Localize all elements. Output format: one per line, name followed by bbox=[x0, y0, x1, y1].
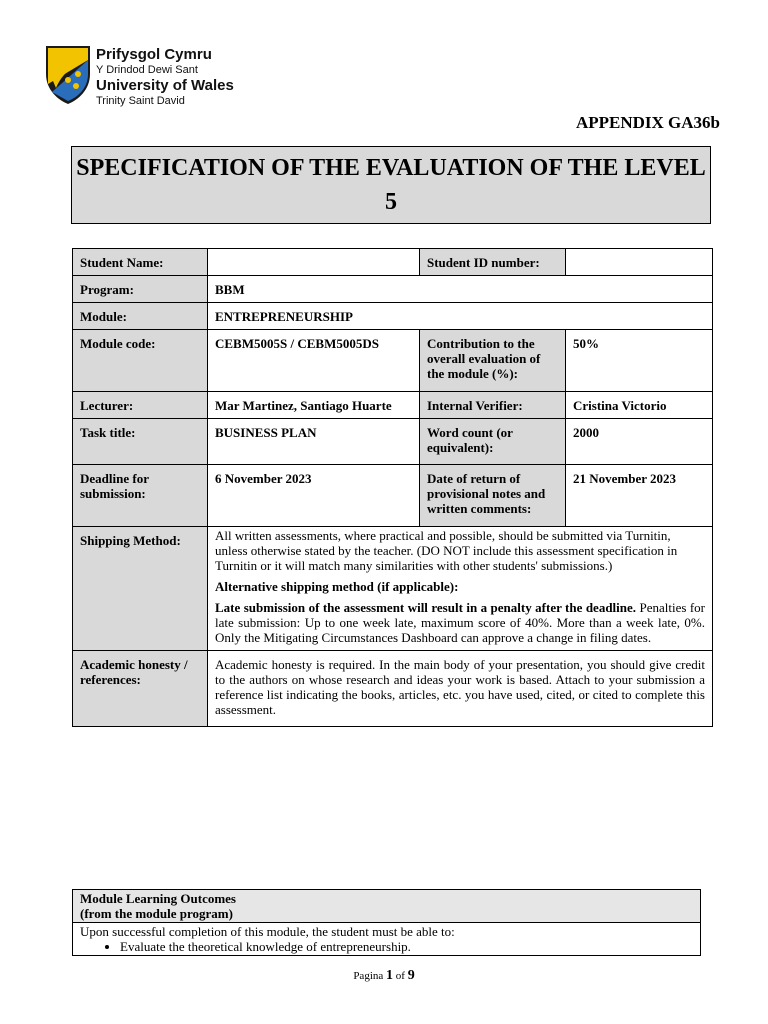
return-date-value: 21 November 2023 bbox=[566, 465, 713, 527]
shipping-method-cell bbox=[208, 527, 713, 651]
page-title: SPECIFICATION OF THE EVALUATION OF THE LEVEL 5 bbox=[76, 155, 706, 215]
shield-icon bbox=[44, 44, 92, 106]
module-code-label: Module code: bbox=[73, 330, 208, 392]
deadline-value: 6 November 2023 bbox=[208, 465, 420, 527]
logo-line-4: Trinity Saint David bbox=[96, 95, 185, 107]
logo-line-1: Prifysgol Cymru bbox=[96, 46, 212, 63]
student-name-field[interactable] bbox=[208, 249, 420, 276]
list-item: • Evaluate the theoretical knowledge of entrepreneurship. bbox=[120, 939, 693, 954]
shipping-text: All written assessments, where practical and possible, should be submitted via Turnitin, unless otherwise stated by the teacher. (DO NOT include this assessment specification in Turnitin or it will match many similarities with other students' submissions.) bbox=[215, 528, 678, 573]
learning-outcomes-list bbox=[80, 939, 693, 954]
verifier-value: Cristina Victorio bbox=[566, 392, 713, 419]
specification-table bbox=[72, 248, 713, 727]
logo-line-2: Y Drindod Dewi Sant bbox=[96, 64, 198, 76]
title-box bbox=[71, 146, 711, 224]
contribution-value: 50% bbox=[566, 330, 713, 392]
task-title-value: BUSINESS PLAN bbox=[208, 419, 420, 465]
module-label: Module: bbox=[73, 303, 208, 330]
lecturer-value: Mar Martinez, Santiago Huarte bbox=[208, 392, 420, 419]
table-row bbox=[73, 527, 713, 651]
table-row bbox=[73, 303, 713, 330]
word-count-value: 2000 bbox=[566, 419, 713, 465]
page-prefix: Pagina bbox=[353, 970, 384, 982]
table-row bbox=[73, 276, 713, 303]
task-title-label: Task title: bbox=[73, 419, 208, 465]
page-number: 1 bbox=[386, 968, 394, 983]
page-footer bbox=[0, 968, 768, 984]
module-value: ENTREPRENEURSHIP bbox=[208, 303, 713, 330]
contribution-label: Contribution to the overall evaluation of the module (%): bbox=[420, 330, 566, 392]
page-total: 9 bbox=[407, 968, 415, 983]
module-code-value: CEBM5005S / CEBM5005DS bbox=[208, 330, 420, 392]
late-submission-text bbox=[215, 600, 705, 645]
shipping-alternative: Alternative shipping method (if applicable): bbox=[215, 579, 459, 594]
appendix-label: APPENDIX GA36b bbox=[575, 113, 720, 132]
table-row bbox=[73, 923, 701, 956]
learning-outcomes-table bbox=[72, 889, 701, 956]
student-id-label: Student ID number: bbox=[420, 249, 566, 276]
student-id-field[interactable] bbox=[566, 249, 713, 276]
learning-outcomes-subtitle: (from the module program) bbox=[80, 906, 233, 921]
deadline-label: Deadline for submission: bbox=[73, 465, 208, 527]
program-value: BBM bbox=[208, 276, 713, 303]
table-row bbox=[73, 249, 713, 276]
late-submission-warning: Late submission of the assessment will result in a penalty after the deadline. bbox=[215, 600, 637, 615]
table-row bbox=[73, 392, 713, 419]
table-row bbox=[73, 890, 701, 923]
lecturer-label: Lecturer: bbox=[73, 392, 208, 419]
program-label: Program: bbox=[73, 276, 208, 303]
table-row bbox=[73, 330, 713, 392]
learning-outcomes-header bbox=[73, 890, 701, 923]
shipping-method-label: Shipping Method: bbox=[73, 527, 208, 651]
table-row bbox=[73, 419, 713, 465]
return-date-label: Date of return of provisional notes and written comments: bbox=[420, 465, 566, 527]
academic-honesty-label: Academic honesty / references: bbox=[73, 651, 208, 727]
verifier-label: Internal Verifier: bbox=[420, 392, 566, 419]
word-count-label: Word count (or equivalent): bbox=[420, 419, 566, 465]
table-row bbox=[73, 465, 713, 527]
learning-outcomes-body bbox=[73, 923, 701, 956]
table-row bbox=[73, 651, 713, 727]
logo-line-3: University of Wales bbox=[96, 77, 234, 94]
academic-honesty-text: Academic honesty is required. In the main body of your presentation, you should give credit to the authors on whose research and ideas your work is based. Attach to your submission a reference list indicating the books, articles, etc. you have used, cited, or cited to complete this assessment. bbox=[208, 651, 713, 727]
late-submission-penalties: Penalties for late submission: Up to one week late, maximum score of 40%. More than a week late, 0%. Only the Mitigating Circumstances Dashboard can approve a change in filing dates. bbox=[215, 600, 705, 645]
learning-outcomes-intro: Upon successful completion of this module, the student must be able to: bbox=[80, 924, 455, 939]
learning-outcomes-title: Module Learning Outcomes bbox=[80, 891, 236, 906]
page-of: of bbox=[395, 970, 405, 982]
student-name-label: Student Name: bbox=[73, 249, 208, 276]
university-logo bbox=[44, 44, 244, 108]
